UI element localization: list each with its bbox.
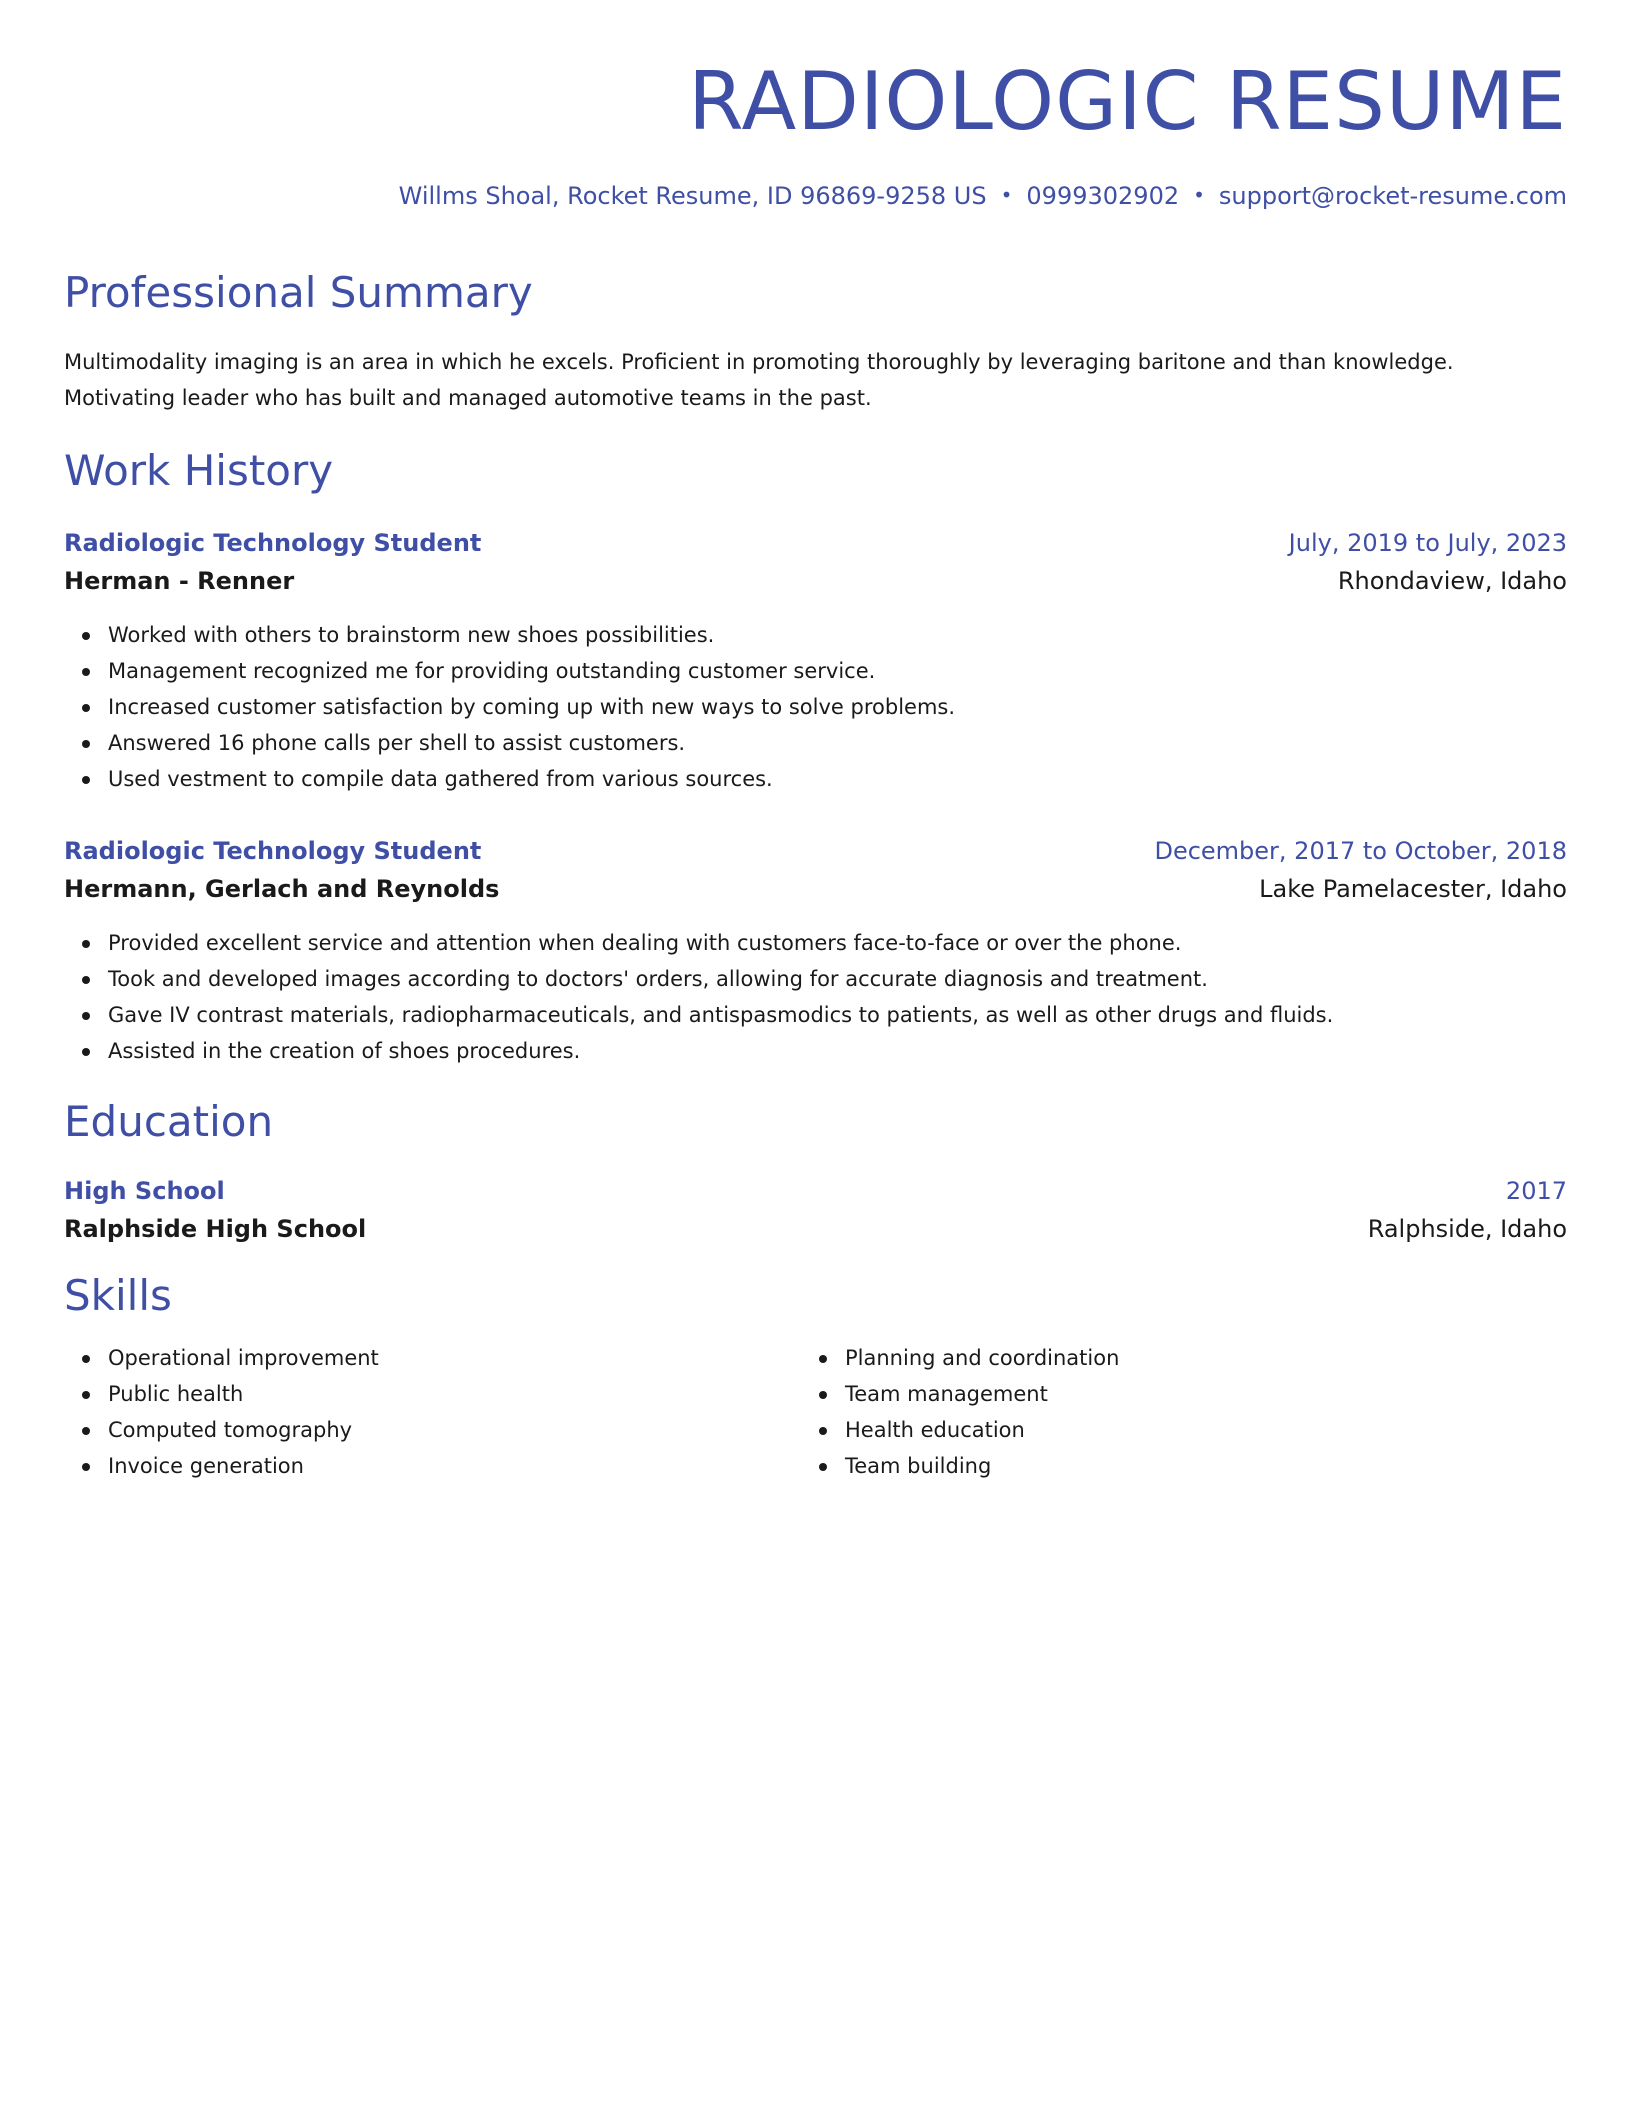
- summary-line: Multimodality imaging is an area in which he excels. Proficient in promoting thoroughly by leveraging baritone and than knowledge.: [64, 350, 1454, 375]
- skill-item: Team building: [845, 1448, 1538, 1484]
- contact-email[interactable]: support@rocket-resume.com: [1218, 182, 1567, 210]
- job-bullet: Answered 16 phone calls per shell to assist customers.: [108, 725, 1567, 761]
- summary-line: Motivating leader who has built and managed automotive teams in the past.: [64, 386, 872, 411]
- skills-column-right: [801, 1340, 1538, 1484]
- education-school: Ralphside High School: [64, 1215, 367, 1244]
- job-bullet: Took and developed images according to doctors' orders, allowing for accurate diagnosis and treatment.: [108, 961, 1567, 997]
- job-title: Radiologic Technology Student: [64, 528, 482, 557]
- contact-address: Willms Shoal, Rocket Resume, ID 96869-9258 US: [398, 182, 987, 210]
- job-bullet: Provided excellent service and attention when dealing with customers face-to-face or over the phone.: [108, 925, 1567, 961]
- summary-heading: Professional Summary: [64, 268, 533, 317]
- resume-title: RADIOLOGIC RESUME: [688, 55, 1567, 148]
- education-heading: Education: [64, 1096, 274, 1146]
- summary-text: [64, 344, 1544, 416]
- contact-phone: 0999302902: [1026, 182, 1180, 210]
- work-history-heading: Work History: [64, 446, 334, 496]
- job-bullet: Increased customer satisfaction by coming up with new ways to solve problems.: [108, 689, 1567, 725]
- job-bullets: [64, 617, 1567, 797]
- job-bullet: Worked with others to brainstorm new shoes possibilities.: [108, 617, 1567, 653]
- education-entry: [64, 1177, 1567, 1243]
- skill-item: Health education: [845, 1412, 1538, 1448]
- education-school-row: [64, 1215, 1567, 1243]
- skill-item: Public health: [108, 1376, 801, 1412]
- job-entry: [64, 837, 1567, 1069]
- skills-grid: [64, 1340, 1567, 1484]
- education-location: Ralphside, Idaho: [1367, 1215, 1567, 1244]
- job-entry: [64, 529, 1567, 797]
- job-header-row: [64, 837, 1567, 865]
- job-company: Herman - Renner: [64, 566, 295, 595]
- skill-item: Planning and coordination: [845, 1340, 1538, 1376]
- skill-item: Invoice generation: [108, 1448, 801, 1484]
- job-bullet: Management recognized me for providing outstanding customer service.: [108, 653, 1567, 689]
- job-bullets: [64, 925, 1567, 1069]
- job-location: Rhondaview, Idaho: [1337, 566, 1567, 595]
- skills-list: [64, 1340, 801, 1484]
- job-company: Hermann, Gerlach and Reynolds: [64, 874, 500, 903]
- job-bullet: Assisted in the creation of shoes procedures.: [108, 1033, 1567, 1069]
- job-company-row: [64, 567, 1567, 595]
- job-bullet: Gave IV contrast materials, radiopharmaceuticals, and antispasmodics to patients, as well as other drugs and fluids.: [108, 997, 1567, 1033]
- education-header-row: [64, 1177, 1567, 1205]
- job-header-row: [64, 529, 1567, 557]
- job-dates: July, 2019 to July, 2023: [1288, 528, 1567, 557]
- job-location: Lake Pamelacester, Idaho: [1259, 874, 1567, 903]
- skills-column-left: [64, 1340, 801, 1484]
- job-bullet: Used vestment to compile data gathered from various sources.: [108, 761, 1567, 797]
- job-dates: December, 2017 to October, 2018: [1154, 836, 1567, 865]
- skills-heading: Skills: [64, 1271, 172, 1321]
- skills-list: [801, 1340, 1538, 1484]
- education-degree: High School: [64, 1177, 225, 1206]
- skill-item: Team management: [845, 1376, 1538, 1412]
- contact-separator: •: [1193, 183, 1205, 207]
- resume-page: [64, 0, 1567, 1484]
- skill-item: Computed tomography: [108, 1412, 801, 1448]
- education-year: 2017: [1505, 1177, 1567, 1206]
- skill-item: Operational improvement: [108, 1340, 801, 1376]
- contact-separator: •: [1000, 183, 1013, 207]
- job-company-row: [64, 875, 1567, 903]
- job-title: Radiologic Technology Student: [64, 836, 482, 865]
- contact-line: [64, 182, 1567, 210]
